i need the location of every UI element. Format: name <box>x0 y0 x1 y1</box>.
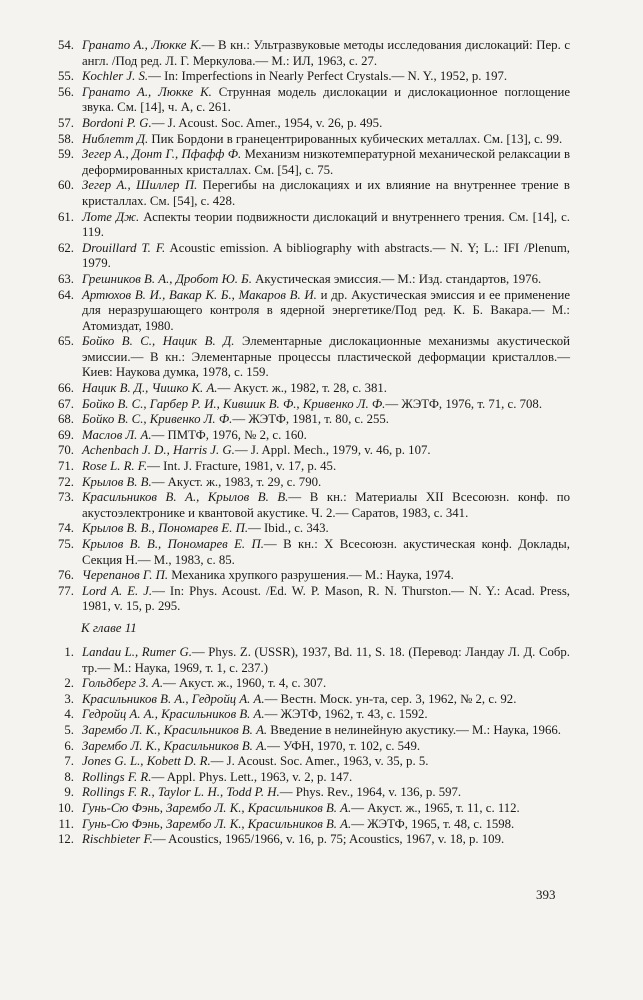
reference-entry <box>0 412 643 428</box>
reference-entry <box>0 428 643 444</box>
reference-authors: Гедройц А. А., Красильников В. А. <box>82 707 265 722</box>
reference-entry <box>0 785 643 801</box>
reference-number: 57. <box>58 115 74 130</box>
reference-number: 73. <box>58 490 74 505</box>
reference-entry <box>0 69 643 85</box>
reference-authors: Бойко В. С., Гарбер Р. И., Кившик В. Ф., Кривенко Л. Ф. <box>82 396 386 411</box>
reference-text: — J. Acoust. Soc. Amer., 1963, v. 35, p. 5. <box>210 754 429 769</box>
reference-authors: Грешников В. А., Дробот Ю. Б. <box>82 271 252 286</box>
reference-number: 5. <box>64 722 74 737</box>
reference-number: 1. <box>64 645 74 659</box>
reference-text: — ЖЭТФ, 1965, т. 48, с. 1598. <box>351 816 515 831</box>
reference-authors: Зарембо Л. К., Красильников В. А. <box>82 738 268 753</box>
reference-entry <box>0 459 643 475</box>
reference-text: и др. Акустическая эмиссия и ее применение для неразрушающего контроля в ядерной энергетике/Под ред. К. Б. Вакара.— М.: Атомиздат, 1980. <box>82 287 571 333</box>
reference-authors: Гранато А., Люкке К. <box>82 84 212 99</box>
reference-text: — Акуст. ж., 1965, т. 11, с. 112. <box>351 800 520 815</box>
reference-number: 76. <box>58 568 74 583</box>
reference-number: 58. <box>58 131 74 146</box>
reference-entry <box>0 381 643 397</box>
reference-authors: Черепанов Г. П. <box>82 568 169 583</box>
reference-text: Введение в нелинейную акустику.— М.: Наука, 1966. <box>267 722 561 737</box>
reference-text: — Акуст. ж., 1960, т. 4, с. 307. <box>163 676 327 691</box>
reference-authors: Rischbieter F. <box>82 832 153 847</box>
reference-authors: Крылов В. В. <box>82 474 152 489</box>
reference-authors: Rose L. R. F. <box>82 459 148 474</box>
reference-authors: Артюхов В. И., Вакар К. Б., Макаров В. И. <box>82 287 317 302</box>
reference-number: 56. <box>58 84 74 99</box>
reference-number: 9. <box>64 785 74 800</box>
reference-text: — J. Acoust. Soc. Amer., 1954, v. 26, p. 495. <box>151 115 383 130</box>
reference-authors: Rollings F. R., Taylor L. H., Todd P. H. <box>82 785 280 800</box>
reference-entry <box>0 568 643 584</box>
reference-entry <box>0 584 643 615</box>
reference-number: 7. <box>64 754 74 769</box>
reference-authors: Зарембо Л. К., Красильников В. А. <box>82 722 268 737</box>
reference-entry <box>0 770 643 786</box>
reference-authors: Красильников В. А., Крылов В. В. <box>82 490 289 505</box>
reference-number: 8. <box>64 769 74 784</box>
reference-number: 70. <box>58 443 74 458</box>
reference-text: — ЖЭТФ, 1976, т. 71, с. 708. <box>385 396 543 411</box>
reference-authors: Зегер А., Донт Г., Пфафф Ф. <box>82 147 242 162</box>
reference-authors: Маслов Л. А. <box>82 427 152 442</box>
reference-authors: Красильников В. А., Гедройц А. А. <box>82 691 265 706</box>
reference-number: 59. <box>58 147 74 162</box>
reference-authors: Landau L., Rumer G. <box>82 645 192 659</box>
reference-entry <box>0 38 643 69</box>
reference-number: 68. <box>58 412 74 427</box>
page-number: 393 <box>536 887 556 902</box>
reference-entry <box>0 817 643 833</box>
reference-number: 10. <box>58 800 74 815</box>
reference-number: 63. <box>58 271 74 286</box>
reference-number: 69. <box>58 427 74 442</box>
reference-entry <box>0 739 643 755</box>
reference-number: 64. <box>58 287 74 302</box>
reference-entry <box>0 288 643 335</box>
reference-text: — УФН, 1970, т. 102, с. 549. <box>267 738 421 753</box>
reference-text: — J. Appl. Mech., 1979, v. 46, p. 107. <box>234 443 431 458</box>
reference-list-chapter-11 <box>0 645 643 848</box>
reference-number: 66. <box>58 381 74 396</box>
reference-authors: Крылов В. В., Пономарев Е. П. <box>82 521 249 536</box>
reference-text: Механика хрупкого разрушения.— М.: Наука, 1974. <box>168 568 454 583</box>
reference-entry <box>0 475 643 491</box>
reference-text: — Phys. Rev., 1964, v. 136, p. 597. <box>279 785 462 800</box>
reference-authors: Крылов В. В., Пономарев Е. П. <box>82 537 264 551</box>
reference-entry <box>0 147 643 178</box>
reference-number: 12. <box>58 832 74 847</box>
reference-authors: Бойко В. С., Нацик В. Д. <box>82 334 235 349</box>
reference-entry <box>0 178 643 209</box>
reference-text: Acoustic emission. A bibliography with abstracts.— N. Y; L.: IFI /Plenum, 1979. <box>82 240 570 271</box>
reference-text: — Acoustics, 1965/1966, v. 16, p. 75; Acoustics, 1967, v. 18, p. 109. <box>152 832 505 847</box>
reference-number: 72. <box>58 474 74 489</box>
reference-authors: Гунь-Сю Фэнь, Зарембо Л. К., Красильников В. А. <box>82 800 352 815</box>
reference-text: — Int. J. Fracture, 1981, v. 17, p. 45. <box>147 459 337 474</box>
reference-entry <box>0 116 643 132</box>
reference-authors: Rollings F. R. <box>82 769 152 784</box>
reference-authors: Achenbach J. D., Harris J. G. <box>82 443 235 458</box>
reference-text: — ПМТФ, 1976, № 2, с. 160. <box>151 427 307 442</box>
reference-entry <box>0 521 643 537</box>
reference-number: 4. <box>64 707 74 722</box>
reference-number: 77. <box>58 583 74 598</box>
reference-number: 11. <box>58 816 74 831</box>
reference-number: 6. <box>64 738 74 753</box>
reference-number: 74. <box>58 521 74 536</box>
reference-text: — Акуст. ж., 1982, т. 28, с. 381. <box>217 381 387 396</box>
reference-number: 60. <box>58 178 74 193</box>
reference-text: Механизм низкотемпературной механической релаксации в деформированных кристаллах. См. [54], с. 75. <box>82 147 570 177</box>
reference-text: Акустическая эмиссия.— М.: Изд. стандартов, 1976. <box>251 271 542 286</box>
reference-entry <box>0 490 643 521</box>
reference-authors: Lord A. E. J. <box>82 583 153 598</box>
reference-text: Пик Бордони в гранецентрированных кубических металлах. См. [13], с. 99. <box>148 131 563 146</box>
reference-text: Элементарные дислокационные механизмы акустической эмиссии.— В кн.: Элементарные процессы пластической деформации кристаллов.— Киев: Наукова думка, 1978, с. 159. <box>82 334 570 380</box>
reference-text: — Акуст. ж., 1983, т. 29, с. 790. <box>151 474 322 489</box>
reference-number: 67. <box>58 396 74 411</box>
reference-entry <box>0 334 643 381</box>
reference-number: 71. <box>58 459 74 474</box>
reference-text: Перегибы на дислокациях и их влияние на внутреннее трение в кристаллах. См. [54], с. 428. <box>82 178 570 208</box>
reference-entry <box>0 443 643 459</box>
reference-text: — Вестн. Моск. ун-та, сер. 3, 1962, № 2, с. 92. <box>264 691 517 706</box>
section-heading: К главе 11 <box>81 620 137 635</box>
reference-text: — В кн.: X Всесоюзн. акустическая конф. Доклады, Секция Н.— М., 1983, с. 85. <box>82 537 570 567</box>
reference-entry <box>0 676 643 692</box>
reference-text: — ЖЭТФ, 1962, т. 43, с. 1592. <box>264 707 428 722</box>
reference-entry <box>0 754 643 770</box>
reference-number: 62. <box>58 240 74 255</box>
reference-entry <box>0 645 643 676</box>
reference-authors: Jones G. L., Kobett D. R. <box>82 754 211 769</box>
reference-number: 3. <box>64 691 74 706</box>
reference-text: — В кн.: Ультразвуковые методы исследования дислокаций: Пер. с англ. /Под ред. Л. Г. Меркулова.— М.: ИЛ, 1963, с. 27. <box>82 38 570 68</box>
reference-authors: Гольдберг З. А. <box>82 676 164 691</box>
reference-entry <box>0 132 643 148</box>
reference-number: 75. <box>58 537 74 551</box>
reference-entry <box>0 692 643 708</box>
reference-entry <box>0 241 643 272</box>
reference-text: — Phys. Z. (USSR), 1937, Bd. 11, S. 18. (Перевод: Ландау Л. Д. Собр. тр.— М.: Наука, 1969, т. 1, с. 237.) <box>82 645 570 675</box>
reference-authors: Гранато А., Люкке К. <box>82 38 202 52</box>
reference-text: Струнная модель дислокации и дислокационное поглощение звука. См. [14], ч. А, с. 261. <box>82 84 570 115</box>
reference-number: 54. <box>58 38 74 52</box>
reference-entry <box>0 801 643 817</box>
reference-authors: Drouillard T. F. <box>82 240 166 255</box>
reference-number: 55. <box>58 69 74 84</box>
reference-authors: Гунь-Сю Фэнь, Зарембо Л. К., Красильников В. А. <box>82 816 352 831</box>
reference-text: — In: Phys. Acoust. /Ed. W. P. Mason, R. N. Thurston.— N. Y.: Acad. Press, 1981, v. 15, p. 295. <box>82 583 570 614</box>
reference-number: 61. <box>58 209 74 224</box>
reference-entry <box>0 272 643 288</box>
reference-entry <box>0 723 643 739</box>
reference-text: — ЖЭТФ, 1981, т. 80, с. 255. <box>232 412 389 427</box>
reference-entry <box>0 537 643 568</box>
reference-authors: Нацик В. Д., Чишко К. А. <box>82 381 218 396</box>
reference-authors: Лоте Дж. <box>82 209 140 224</box>
reference-entry <box>0 85 643 116</box>
reference-number: 65. <box>58 334 74 349</box>
reference-entry <box>0 210 643 241</box>
reference-authors: Kochler J. S. <box>82 69 149 84</box>
reference-authors: Бойко В. С., Кривенко Л. Ф. <box>82 412 233 427</box>
reference-text: — В кн.: Материалы XII Всесоюзн. конф. по акустоэлектронике и квантовой акустике. Ч. 2.— Саратов, 1983, с. 341. <box>82 490 570 520</box>
reference-authors: Bordoni P. G. <box>82 115 152 130</box>
reference-authors: Ниблетт Д. <box>82 131 149 146</box>
reference-text: — Ibid., с. 343. <box>248 521 329 536</box>
reference-entry <box>0 707 643 723</box>
reference-text: — In: Imperfections in Nearly Perfect Crystals.— N. Y., 1952, p. 197. <box>148 69 508 84</box>
reference-entry <box>0 397 643 413</box>
reference-entry <box>0 832 643 848</box>
reference-text: Аспекты теории подвижности дислокаций и внутреннего трения. См. [14], с. 119. <box>82 209 571 240</box>
reference-authors: Зегер А., Шиллер П. <box>82 178 198 193</box>
reference-text: — Appl. Phys. Lett., 1963, v. 2, p. 147. <box>151 769 353 784</box>
reference-list-chapter-10 <box>0 38 643 615</box>
reference-number: 2. <box>64 676 74 691</box>
